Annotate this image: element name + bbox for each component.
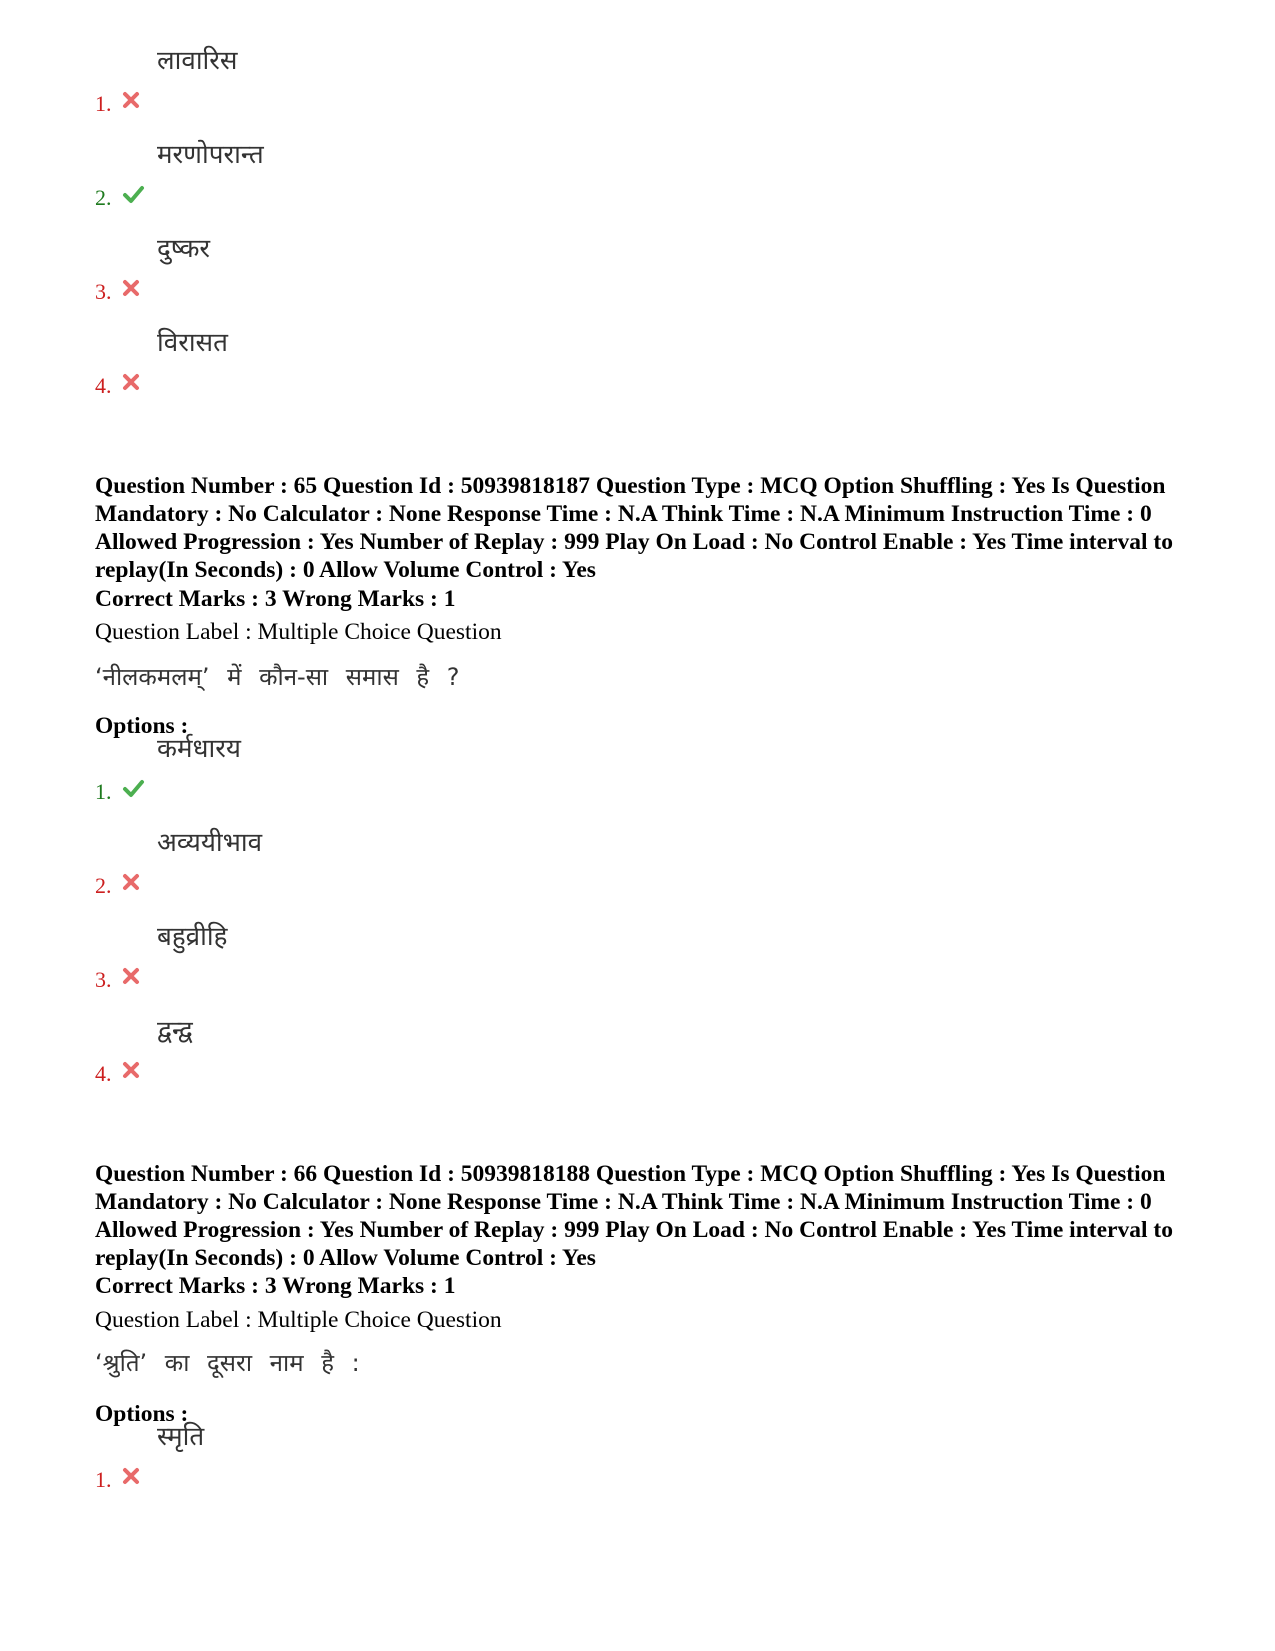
option-text: विरासत [157,328,228,358]
option-number: 2. [95,185,112,210]
question-meta: Question Number : 66 Question Id : 50939818188 Question Type : MCQ Option Shuffling : Yes Is Question Mandatory : No Calculator : None Response Time : N.A Think Time : N.A Minimum Instruction Time : 0 Allowed Progression : Yes Number of Replay : 999 Play On Load : No Control Enable : Yes Time interval to replay(In Seconds) : 0 Allow Volume Control : Yes [95,1161,1173,1271]
cross-icon [121,372,141,392]
question-label: Question Label : Multiple Choice Question [95,1307,502,1333]
option-item [95,234,495,304]
question-text: ‘नीलकमलम्’ में कौन-सा समास है ? [95,663,460,691]
option-item [95,734,495,804]
question-marks: Correct Marks : 3 Wrong Marks : 1 [95,1273,456,1299]
option-text: लावारिस [157,46,238,76]
option-number: 3. [95,279,112,304]
option-number: 1. [95,91,112,116]
option-text: कर्मधारय [157,734,241,764]
option-text: अव्ययीभाव [157,828,263,858]
option-item [95,922,495,992]
check-icon [121,184,145,204]
options-heading: Options : [95,713,189,739]
option-item [95,1016,495,1086]
option-item [95,328,495,398]
option-number: 1. [95,779,112,804]
option-text: दुष्कर [157,234,211,264]
cross-icon [121,1060,141,1080]
question-label: Question Label : Multiple Choice Question [95,619,502,645]
option-number: 1. [95,1467,112,1492]
cross-icon [121,1466,141,1486]
option-text: द्वन्द्व [157,1016,193,1046]
option-item [95,828,495,898]
cross-icon [121,872,141,892]
option-number: 4. [95,1061,112,1086]
option-item [95,1422,495,1492]
option-text: स्मृति [157,1422,205,1452]
option-number: 2. [95,873,112,898]
option-text: मरणोपरान्त [157,140,264,170]
question-marks: Correct Marks : 3 Wrong Marks : 1 [95,586,456,612]
option-number: 4. [95,373,112,398]
options-heading: Options : [95,1401,189,1427]
option-item [95,140,495,210]
option-item [95,46,495,116]
option-number: 3. [95,967,112,992]
question-meta: Question Number : 65 Question Id : 50939818187 Question Type : MCQ Option Shuffling : Yes Is Question Mandatory : No Calculator : None Response Time : N.A Think Time : N.A Minimum Instruction Time : 0 Allowed Progression : Yes Number of Replay : 999 Play On Load : No Control Enable : Yes Time interval to replay(In Seconds) : 0 Allow Volume Control : Yes [95,473,1173,583]
cross-icon [121,90,141,110]
question-text: ‘श्रुति’ का दूसरा नाम है : [95,1349,360,1377]
check-icon [121,778,145,798]
cross-icon [121,966,141,986]
option-text: बहुव्रीहि [157,922,228,952]
cross-icon [121,278,141,298]
